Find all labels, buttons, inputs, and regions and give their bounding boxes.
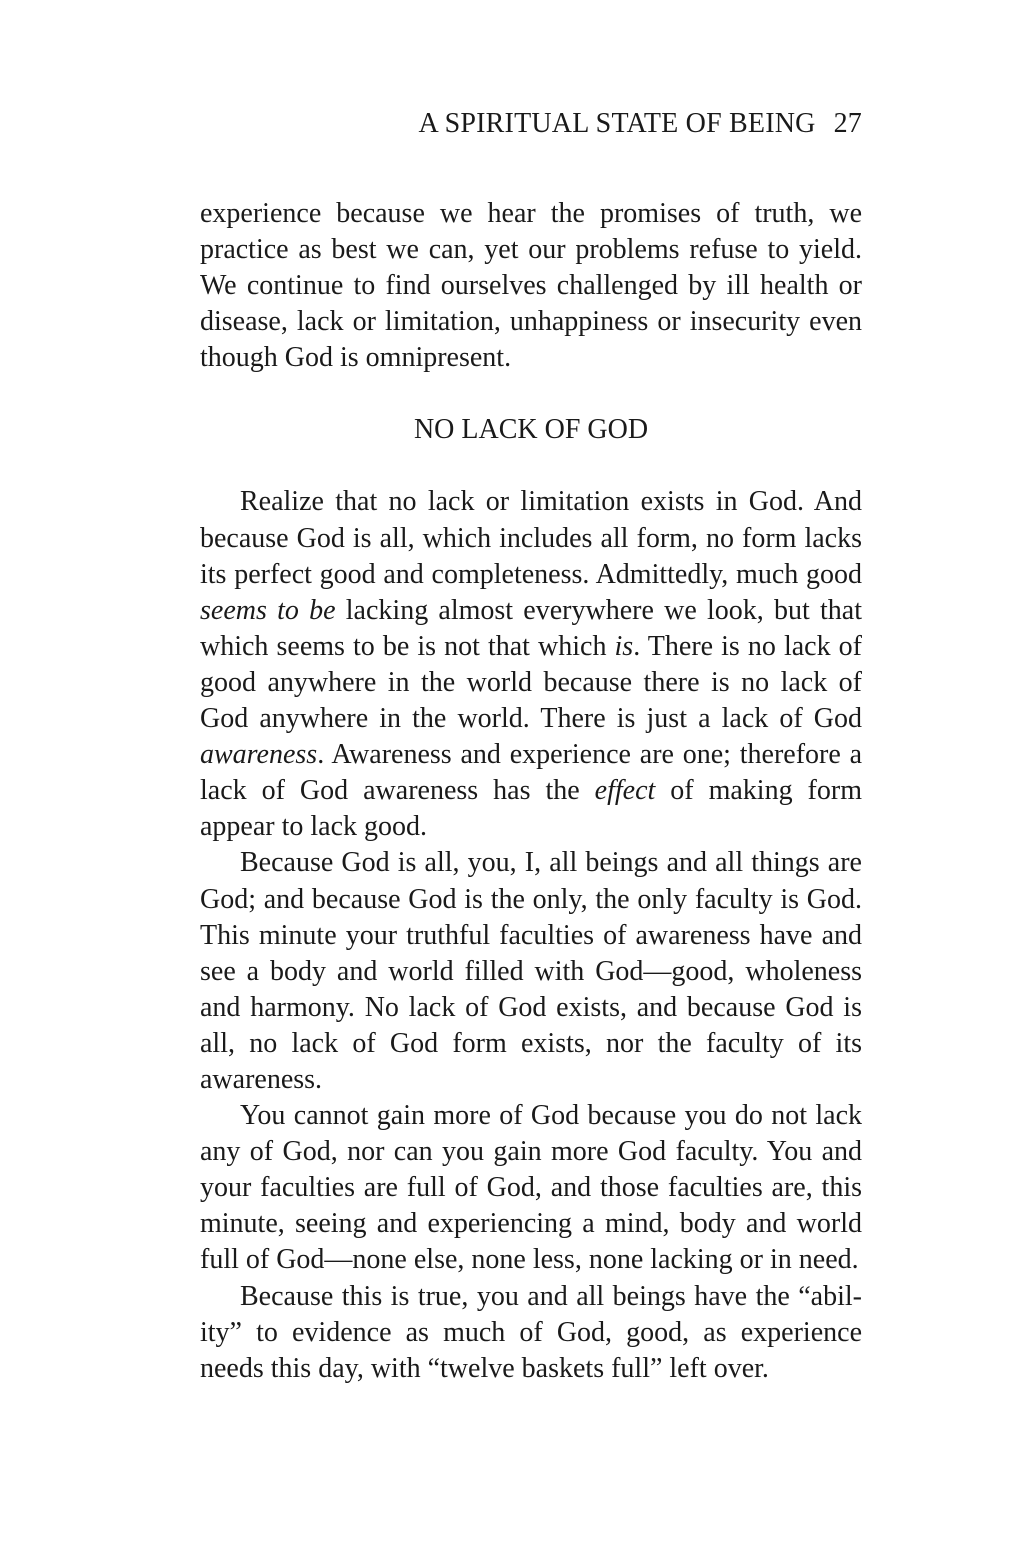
paragraph-1-text-1: Realize that no lack or limitation exists in God. And because God is all, which includes all form, no form lacks its perfect good and completeness. Admittedly, much good	[200, 486, 862, 590]
paragraph-3: You cannot gain more of God because you do not lack any of God, nor can you gain more God faculty. You and your faculties are full of God, and those faculties are, this minute, seeing and experiencing a mind, body and world full of God—none else, none less, none lacking or in need.	[200, 1100, 862, 1276]
paragraph-1-text-5: of making form appear to lack good.	[200, 775, 862, 843]
paragraph-4: Because this is true, you and all beings have the “ability” to evidence as much of God, good, as experience needs this day, with “twelve baskets full” left over.	[200, 1280, 862, 1384]
paragraph-1-text-2: lacking almost everywhere we look, but that which seems to be is not that which	[200, 594, 863, 662]
running-header-title: A SPIRITUAL STATE OF BEING	[418, 108, 816, 139]
paragraph-1	[200, 484, 862, 845]
paragraph-1-italic-3: awareness	[200, 739, 318, 771]
paragraph-1-text-3: . There is no lack of good anywhere in the world because there is no lack of God anywhere in the world. There is just a lack of God	[200, 630, 862, 735]
body-text	[200, 196, 862, 1387]
section-heading: NO LACK OF GOD	[413, 414, 649, 446]
paragraph-1-text-4: . Awareness and experience are one; therefore a lack of God awareness has the	[200, 739, 862, 807]
paragraph-2: Because God is all, you, I, all beings and all things are God; and because God is the only, the only faculty is God. This minute your truthful faculties of awareness have and see a body and world filled with God—good, wholeness and harmony. No lack of God exists, and because God is all, no lack of God form exists, nor the faculty of its awareness.	[200, 847, 862, 1095]
paragraph-1-italic-4: effect	[594, 775, 656, 807]
paragraph-1-italic-2: is	[614, 630, 634, 662]
paragraph-1-italic-1: seems to be	[200, 594, 336, 626]
running-header	[200, 106, 862, 142]
opening-paragraph: experience because we hear the promises of truth, we practice as best we can, yet our problems refuse to yield. We continue to find ourselves challenged by ill health or disease, lack or limitation, unhappiness or insecurity even though God is omnipresent.	[200, 198, 862, 374]
page-number: 27	[833, 108, 862, 139]
